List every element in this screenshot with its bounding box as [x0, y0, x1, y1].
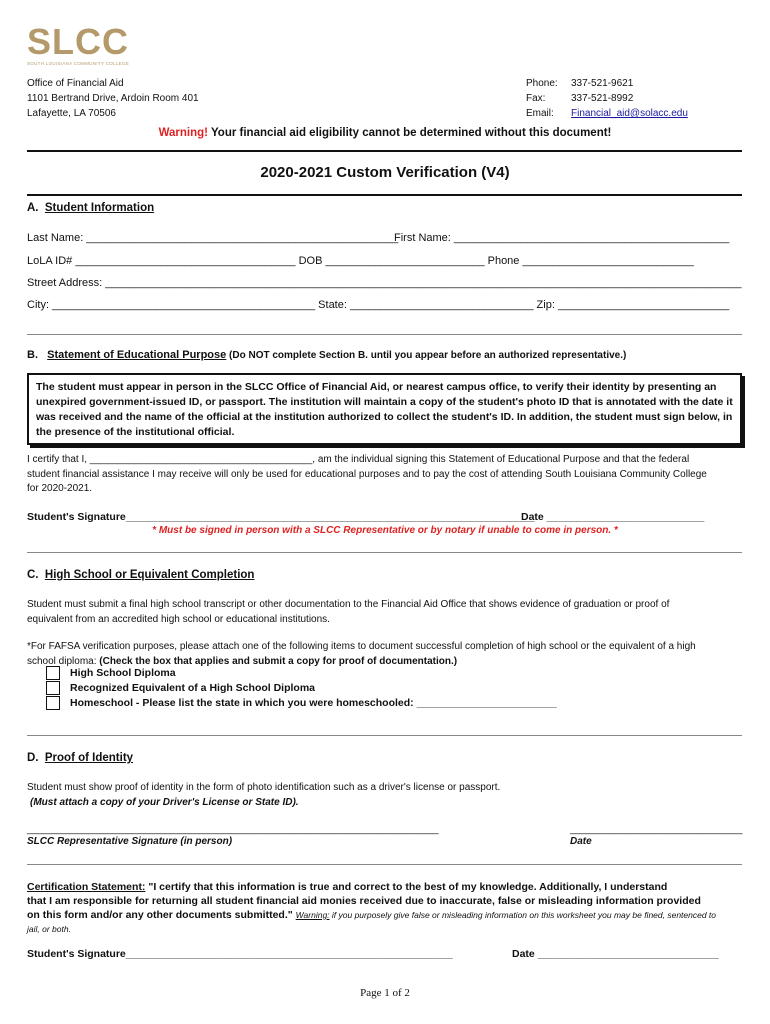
- warning-word: Warning:: [295, 910, 330, 920]
- certification-text: that I am responsible for returning all student financial aid monies received due to inaccurate, false or misleading information provided: [27, 895, 701, 907]
- divider: [27, 552, 742, 553]
- certification-text: "I certify that this information is true and correct to the best of my knowledge. Additionally, I understand: [145, 881, 668, 893]
- address-line: Office of Financial Aid: [27, 78, 124, 89]
- warning-label: Warning!: [158, 127, 208, 139]
- rep-date-label: Date: [570, 836, 592, 847]
- address-line: Lafayette, LA 70506: [27, 108, 116, 119]
- fax-label: Fax:: [526, 93, 546, 104]
- email-label: Email:: [526, 108, 554, 119]
- option-label: Recognized Equivalent of a High School Diploma: [70, 682, 316, 694]
- office-address: [27, 76, 199, 121]
- page-title: 2020-2021 Custom Verification (V4): [260, 164, 510, 181]
- certify-line: for 2020-2021.: [27, 483, 93, 494]
- certify-line: student financial assistance I may receive will only be used for educational purposes and to pay the cost of attending South Louisiana Community College: [27, 468, 707, 480]
- logo-subtext: SOUTH LOUISIANA COMMUNITY COLLEGE: [27, 61, 130, 66]
- warning-text: Your financial aid eligibility cannot be determined without this document!: [208, 127, 612, 139]
- logo-text: SLCC: [27, 21, 129, 62]
- transcript-paragraph: [27, 598, 742, 627]
- divider: [27, 334, 742, 335]
- phone-number: 337-521-9621: [571, 78, 634, 89]
- section-d-heading: [27, 752, 133, 764]
- page-number: Page 1 of 2: [360, 987, 410, 999]
- paragraph-line: *For FAFSA verification purposes, please attach one of the following items to document successful completion of high school or the equivalent of a high: [27, 641, 696, 652]
- certify-statement: [27, 453, 742, 497]
- rep-signature-line[interactable]: __________________________________________________________________________: [27, 824, 439, 835]
- divider: [27, 150, 742, 152]
- warning-banner: [0, 127, 770, 139]
- fafsa-paragraph: [27, 640, 742, 669]
- option-equivalent[interactable]: [46, 681, 557, 696]
- certification-statement: [27, 880, 742, 936]
- section-title: High School or Equivalent Completion: [44, 569, 255, 581]
- section-b-heading: [27, 349, 626, 361]
- warning-text: if you purposely give false or misleading information on this worksheet you may be fined, sentenced to: [329, 910, 717, 920]
- rep-date-line[interactable]: _______________________________: [570, 824, 743, 835]
- attach-note: (Must attach a copy of your Driver's License or State ID).: [30, 796, 299, 808]
- checkbox[interactable]: [46, 696, 60, 710]
- paragraph-line: Student must submit a final high school transcript or other documentation to the Financial Aid Office that shows evidence of graduation or proof of: [27, 599, 670, 610]
- divider: [27, 194, 742, 196]
- city-state-zip-field[interactable]: City: ___________________________________________ State: ______________________________ Zip: ____________________________: [27, 299, 730, 311]
- rep-signature-label: SLCC Representative Signature (in person): [27, 836, 233, 847]
- checkbox[interactable]: [46, 666, 60, 680]
- paragraph-line: equivalent from an accredited high school or educational institutions.: [27, 613, 330, 625]
- section-title: Student Information: [44, 202, 155, 214]
- section-title: Proof of Identity: [44, 752, 134, 764]
- warning-text: jail, or both.: [27, 924, 71, 934]
- section-letter: A.: [27, 202, 39, 214]
- final-signature-field[interactable]: Student's Signature________________________________________________________: [27, 948, 453, 960]
- contact-info: [526, 76, 688, 121]
- option-high-school-diploma[interactable]: [46, 666, 557, 681]
- last-name-field[interactable]: Last Name: ___________________________________________________: [27, 232, 399, 244]
- paragraph-text: school diploma:: [27, 655, 100, 667]
- certify-line: I certify that I, ________________________________________, am the individual signing this Statement of Educational Purpose and that the federal: [27, 454, 690, 465]
- identity-paragraph: [27, 781, 742, 810]
- divider: [27, 735, 742, 736]
- section-letter: C.: [27, 569, 39, 581]
- option-label: Homeschool - Please list the state in which you were homeschooled: ________________________: [70, 697, 557, 709]
- date-field[interactable]: Date ___________________________: [521, 511, 705, 523]
- option-homeschool[interactable]: [46, 696, 557, 711]
- divider: [27, 864, 742, 865]
- signature-note: * Must be signed in person with a SLCC Representative or by notary if unable to come in person. *: [152, 525, 618, 536]
- section-a-heading: [27, 202, 154, 214]
- section-c-heading: [27, 569, 254, 581]
- completion-options: [46, 666, 557, 711]
- section-letter: B.: [27, 349, 38, 361]
- fax-number: 337-521-8992: [571, 93, 634, 104]
- address-line: 1101 Bertrand Drive, Ardoin Room 401: [27, 93, 199, 104]
- phone-label: Phone:: [526, 78, 558, 89]
- final-date-field[interactable]: Date _______________________________: [512, 948, 719, 960]
- section-title: Statement of Educational Purpose: [47, 349, 227, 361]
- certification-text: on this form and/or any other documents submitted.": [27, 909, 293, 921]
- section-letter: D.: [27, 752, 39, 764]
- checkbox[interactable]: [46, 681, 60, 695]
- certification-heading: Certification Statement:: [27, 881, 146, 893]
- identity-notice-box: The student must appear in person in the SLCC Office of Financial Aid, or nearest campus office, to verify their identity by presenting an unexpired government-issued ID, or passport. The institution will maintain a copy of the student's photo ID that is annotated with the date it was received and the name of the official at the institution authorized to collect the student's ID. In addition, the student must sign below, in the presence of the institutional official.: [27, 373, 742, 445]
- email-link[interactable]: Financial_aid@solacc.edu: [571, 108, 688, 119]
- option-label: High School Diploma: [70, 667, 176, 679]
- student-signature-field[interactable]: Student's Signature______________________________________________________________________: [27, 511, 535, 523]
- street-address-field[interactable]: Street Address: ________________________________________________________________________________________________________: [27, 277, 742, 289]
- slcc-logo: [27, 21, 137, 66]
- lola-dob-phone-field[interactable]: LoLA ID# ____________________________________ DOB __________________________ Phone ____________________________: [27, 255, 694, 267]
- section-note: (Do NOT complete Section B. until you appear before an authorized representative.): [226, 350, 627, 361]
- paragraph-bold: (Check the box that applies and submit a copy for proof of documentation.): [99, 655, 458, 667]
- paragraph-line: Student must show proof of identity in the form of photo identification such as a driver's license or passport.: [27, 782, 501, 793]
- first-name-field[interactable]: First Name: _____________________________________________: [394, 232, 730, 244]
